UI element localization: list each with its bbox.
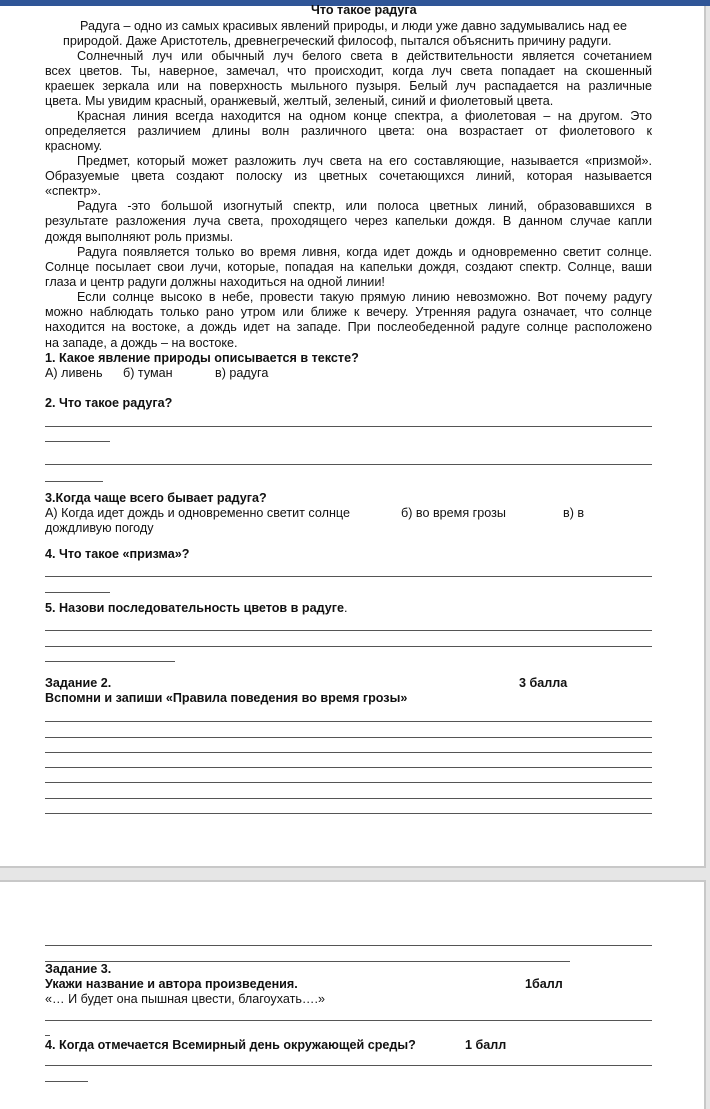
text-line: Солнце посылает свои лучи, которые, попадая на капельки дождя, создают спектр. Солнце, ваши [45, 260, 652, 274]
text-line: Если солнце высоко в небе, провести такую прямую линию невозможно. Вот почему радугу [77, 290, 652, 304]
answer-line [45, 767, 652, 768]
text-line: Радуга – одно из самых красивых явлений природы, и люди уже давно задумывались над ее [80, 19, 627, 33]
text-line: «спектр». [45, 184, 102, 198]
q3-option-c-cont: дождливую погоду [45, 521, 154, 535]
answer-line [45, 646, 652, 647]
document-page-1 [0, 3, 706, 868]
task-3-quote: «… И будет она пышная цвести, благоухать….» [45, 992, 326, 1006]
document-page-2 [0, 880, 706, 1109]
question-5-dot: . [344, 601, 348, 615]
text-line: определяется различием длины волн различного цвета: она возрастает от фиолетового к [45, 124, 652, 138]
answer-line [45, 752, 652, 753]
task-2-prompt: Вспомни и запиши «Правила поведения во время грозы» [45, 691, 408, 705]
q1-option-a: А) ливень [45, 366, 103, 380]
q3-option-a: А) Когда идет дождь и одновременно светит солнце [45, 506, 350, 520]
answer-line [45, 961, 570, 962]
task-3-title: Задание 3. [45, 962, 112, 976]
question-5 [45, 601, 348, 616]
text-line: цвета. Мы увидим красный, оранжевый, желтый, зеленый, синий и фиолетовый цвета. [45, 94, 554, 108]
task-4-question: 4. Когда отмечается Всемирный день окружающей среды? [45, 1038, 416, 1052]
answer-line [45, 945, 652, 946]
text-line: Солнечный луч или обычный луч белого света в действительности является сочетанием [77, 49, 652, 63]
answer-line [45, 1020, 652, 1021]
q1-option-c: в) радуга [215, 366, 269, 380]
text-line: Предмет, который может разложить луч света на его составляющие, называется «призмой». [77, 154, 652, 168]
task-2-title: Задание 2. [45, 676, 112, 690]
answer-line [45, 782, 652, 783]
text-line: Радуга появляется только во время ливня, когда идет дождь и одновременно светит солнце. [77, 245, 652, 259]
answer-line [45, 798, 652, 799]
answer-line [45, 1065, 652, 1066]
q1-option-b: б) туман [123, 366, 173, 380]
text-line: природой. Даже Аристотель, древнегреческий философ, пытался объяснить причину радуги. [63, 34, 612, 48]
answer-line [45, 721, 652, 722]
answer-line [45, 630, 652, 631]
text-line: находится на востоке, а дождь идет на западе. При послеобеденной радуге солнце расположено [45, 320, 652, 334]
answer-line [45, 813, 652, 814]
text-line: дождя выполняют роль призмы. [45, 230, 234, 244]
text-line: глаза и центр радуги должны находиться на одной линии! [45, 275, 385, 289]
text-line: на западе, а дождь – на востоке. [45, 336, 238, 350]
text-line: Радуга -это большой изогнутый спектр, или полоса цветных линий, образовавшихся в [77, 199, 652, 213]
task-2-points: 3 балла [519, 676, 568, 690]
task-3-prompt: Укажи название и автора произведения. [45, 977, 298, 991]
question-1: 1. Какое явление природы описывается в тексте? [45, 351, 359, 365]
answer-line [45, 661, 175, 662]
answer-line [45, 592, 110, 593]
answer-line [45, 576, 652, 577]
question-5-text: 5. Назови последовательность цветов в радуге [45, 601, 345, 615]
text-line: всех цветов. Ты, наверное, замечал, что происходит, когда луч света попадает на скошенный [45, 64, 652, 78]
answer-line [45, 1081, 88, 1082]
q3-option-c: в) в [563, 506, 585, 520]
task-3-points: 1балл [525, 977, 563, 991]
text-line: результате разложения луча света, проходящего через капельки дождя. В данном случае капли [45, 214, 652, 228]
q3-option-b: б) во время грозы [401, 506, 506, 520]
question-3: 3.Когда чаще всего бывает радуга? [45, 491, 267, 505]
answer-line [45, 1035, 50, 1036]
text-line: Образуемые цвета создают полоску из цветных сочетающихся линий, которая называется [45, 169, 652, 183]
answer-line [45, 441, 110, 442]
answer-line [45, 464, 652, 465]
document-title: Что такое радуга [311, 3, 417, 17]
question-2: 2. Что такое радуга? [45, 396, 173, 410]
question-4: 4. Что такое «призма»? [45, 547, 190, 561]
answer-line [45, 481, 103, 482]
text-line: красному. [45, 139, 103, 153]
text-line: Красная линия всегда находится на одном конце спектра, а фиолетовая – на другом. Это [77, 109, 652, 123]
text-line: можно наблюдать только рано утром или ближе к вечеру. Утренняя радуга означает, что солнце [45, 305, 652, 319]
task-4-points: 1 балл [465, 1038, 507, 1052]
answer-line [45, 737, 652, 738]
text-line: краешек зеркала или на поверхность мыльного пузыря. Белый луч распадается на различные [45, 79, 652, 93]
answer-line [45, 426, 652, 427]
